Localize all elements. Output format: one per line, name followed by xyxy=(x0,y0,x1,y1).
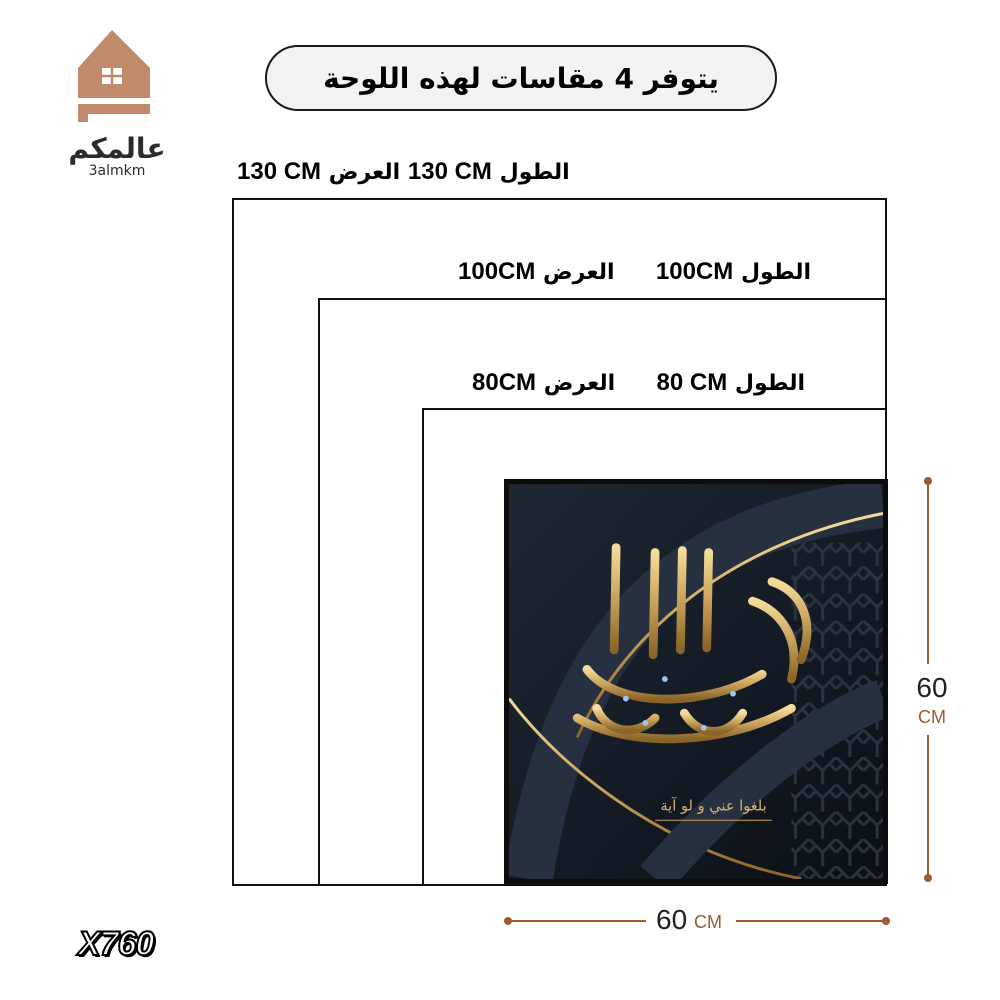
calligraphy-artwork xyxy=(509,484,883,879)
size-label-130 xyxy=(237,158,570,186)
painting-preview xyxy=(504,479,888,884)
size-130-width-label: العرض xyxy=(328,160,401,185)
size-130-width-value: 130 CM xyxy=(237,158,322,185)
size-80-width-label: العرض xyxy=(543,371,616,396)
brand-name-arabic: عالمكم xyxy=(68,132,166,165)
brand-logo xyxy=(62,28,172,188)
size-100-width-label: العرض xyxy=(543,260,615,285)
size-130-length-label: الطول xyxy=(499,160,570,185)
width-value: 60 xyxy=(656,904,688,935)
size-80-length-label: الطول xyxy=(734,371,806,396)
title-text: يتوفر 4 مقاسات لهذه اللوحة xyxy=(323,61,719,95)
height-unit: CM xyxy=(918,707,946,727)
size-100-length-label: الطول xyxy=(740,260,812,285)
brand-name-english: 3almkm xyxy=(88,163,146,179)
size-130-length-value: 130 CM xyxy=(407,158,492,185)
size-100-width-value: 100CM xyxy=(458,258,536,285)
size-100-length-value: 100CM xyxy=(655,258,734,285)
size-80-width-value: 80CM xyxy=(472,369,537,396)
painting-caption: بلغوا عني و لو آية xyxy=(660,797,767,815)
height-value: 60 xyxy=(916,672,948,703)
size-80-length-value: 80 CM xyxy=(656,369,728,396)
product-code: X760 xyxy=(78,925,154,963)
width-unit: CM xyxy=(694,912,722,932)
title-banner xyxy=(265,45,777,111)
house-logo-icon xyxy=(62,28,172,128)
